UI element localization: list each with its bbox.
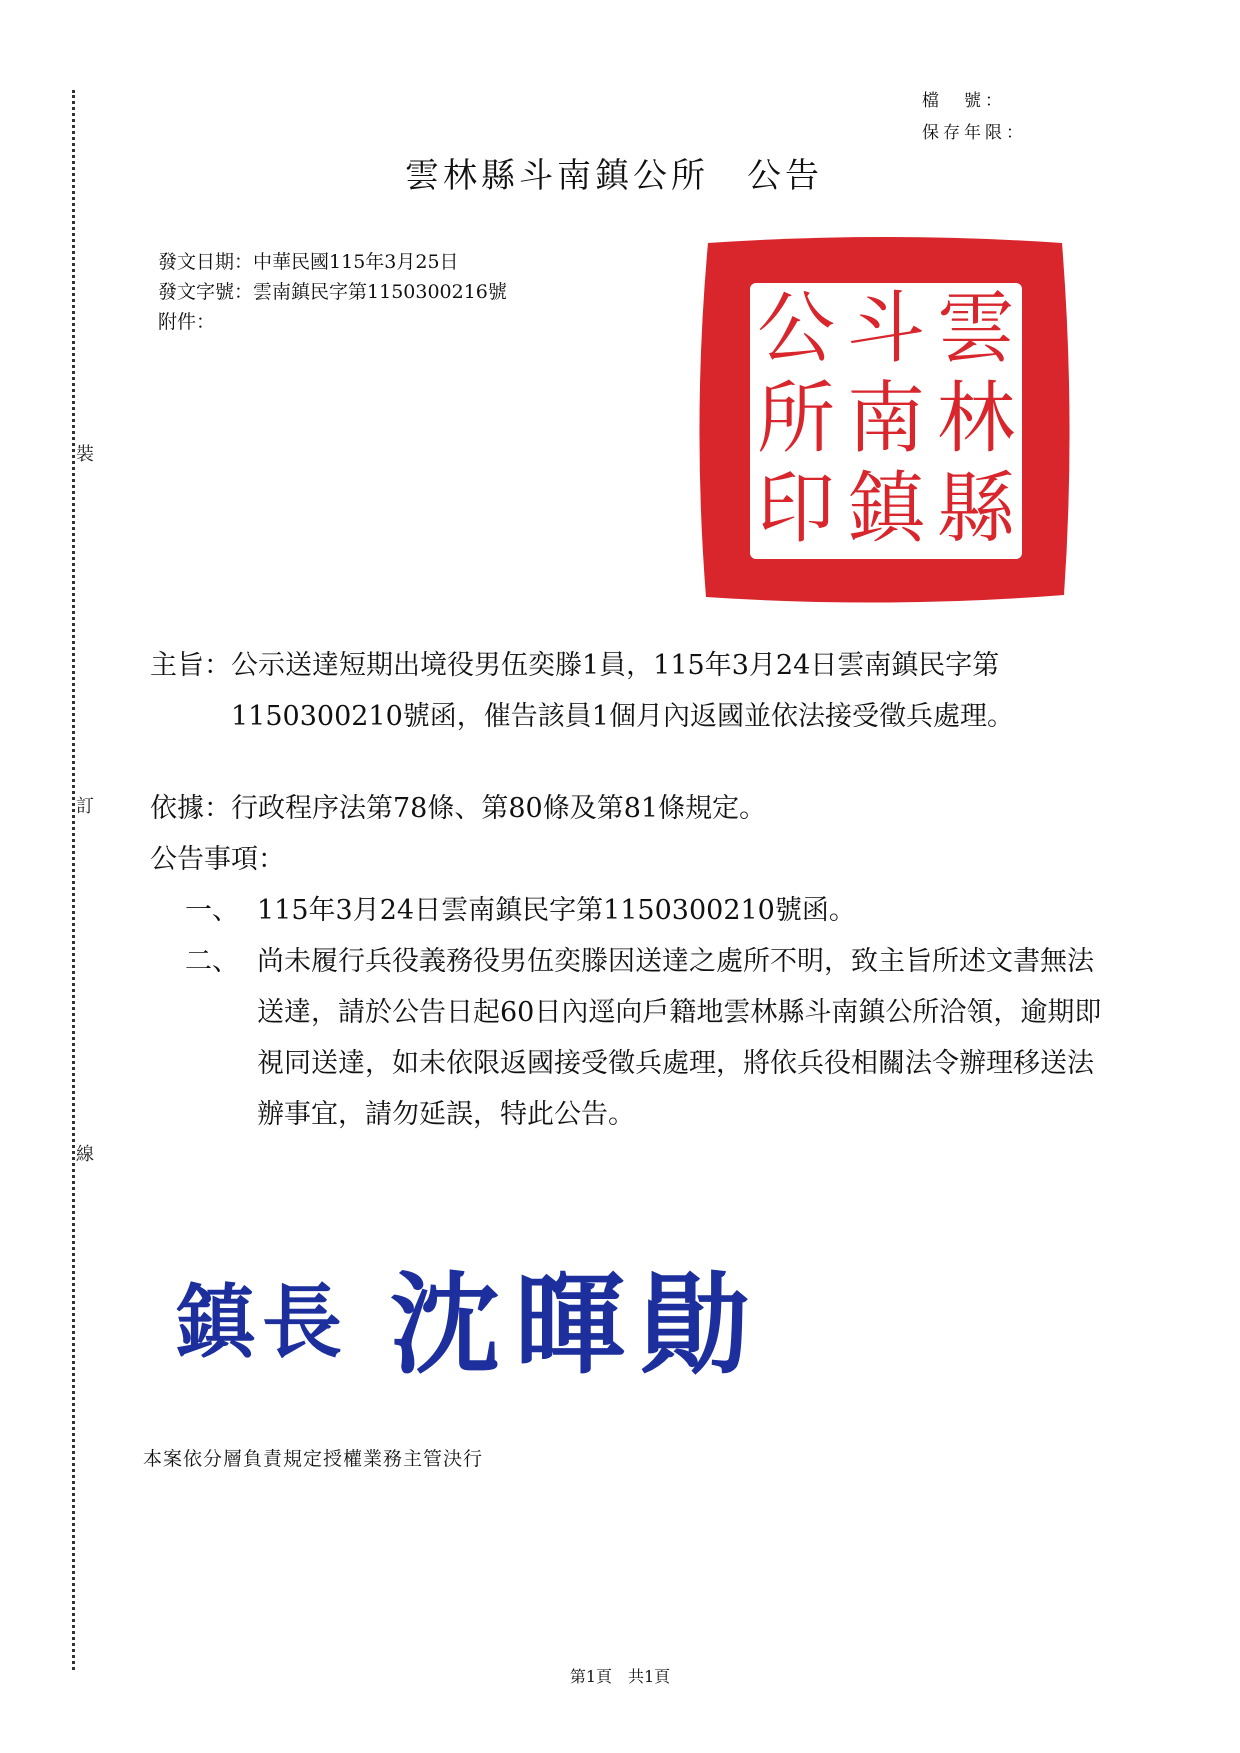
- date-label: 發文日期：: [158, 251, 254, 273]
- basis-section: [150, 783, 1110, 834]
- svg-text:公: 公: [756, 284, 836, 374]
- svg-text:斗: 斗: [846, 284, 926, 374]
- notice-item-text: 尚未履行兵役義務役男伍奕滕因送達之處所不明，致主旨所述文書無法送達，請於公告日起60日內逕向戶籍地雲林縣斗南鎮公所洽領，逾期即視同送達，如未依限返國接受徵兵處理，將依兵役相關法令辦理移送法辦事宜，請勿延誤，特此公告。: [257, 946, 1102, 1130]
- notice-item-text: 115年3月24日雲南鎮民字第1150300210號函。: [257, 895, 856, 926]
- svg-text:南: 南: [846, 374, 926, 464]
- binding-line: [72, 90, 75, 1670]
- notice-item-number: 二、: [185, 946, 239, 977]
- subject-label: 主旨：: [150, 650, 231, 681]
- doc-number-label: 發文字號：: [158, 281, 254, 303]
- page-title: 雲林縣斗南鎮公所 公告: [405, 156, 823, 196]
- subject-content: 公示送達短期出境役男伍奕滕1員，115年3月24日雲南鎮民字第1150300210號函，催告該員1個月內返國並依法接受徵兵處理。: [231, 650, 1014, 732]
- binding-char-2: 訂: [76, 796, 94, 817]
- subject-section: [150, 640, 1110, 742]
- binding-char-1: 裝: [76, 444, 94, 465]
- retention-period-label: 保存年限：: [922, 123, 1027, 143]
- file-number-label: 檔 號：: [922, 91, 1006, 111]
- svg-text:雲: 雲: [936, 284, 1016, 374]
- date-value: 中華民國115年3月25日: [253, 251, 459, 273]
- binding-char-3: 線: [76, 1144, 94, 1165]
- footer-note: 本案依分層負責規定授權業務主管決行: [143, 1448, 484, 1470]
- svg-text:長: 長: [262, 1275, 342, 1369]
- notice-label: 公告事項：: [150, 844, 285, 875]
- svg-text:勛: 勛: [640, 1260, 750, 1383]
- svg-text:林: 林: [936, 374, 1016, 464]
- basis-content: 行政程序法第78條、第80條及第81條規定。: [231, 793, 767, 824]
- attachment-label: 附件：: [158, 311, 216, 333]
- basis-label: 依據：: [150, 793, 231, 824]
- svg-text:沈: 沈: [390, 1260, 500, 1383]
- notice-item: [185, 936, 1110, 1140]
- notice-item: [185, 885, 1110, 936]
- notice-items: [185, 885, 1110, 1140]
- official-seal-stamp: [690, 233, 1080, 608]
- archive-info: [922, 85, 1027, 149]
- svg-text:印: 印: [756, 464, 836, 554]
- doc-number-value: 雲南鎮民字第1150300216號: [253, 281, 507, 303]
- svg-text:暉: 暉: [515, 1260, 625, 1383]
- svg-text:鎮: 鎮: [175, 1275, 255, 1369]
- svg-text:縣: 縣: [936, 464, 1016, 554]
- mayor-signature-stamp: [170, 1238, 820, 1383]
- notice-item-number: 一、: [185, 895, 239, 926]
- document-meta: [158, 247, 507, 337]
- page-number: 第1頁 共1頁: [569, 1667, 671, 1686]
- notice-heading: [150, 834, 1110, 885]
- svg-text:所: 所: [756, 374, 836, 464]
- svg-text:鎮: 鎮: [846, 464, 926, 554]
